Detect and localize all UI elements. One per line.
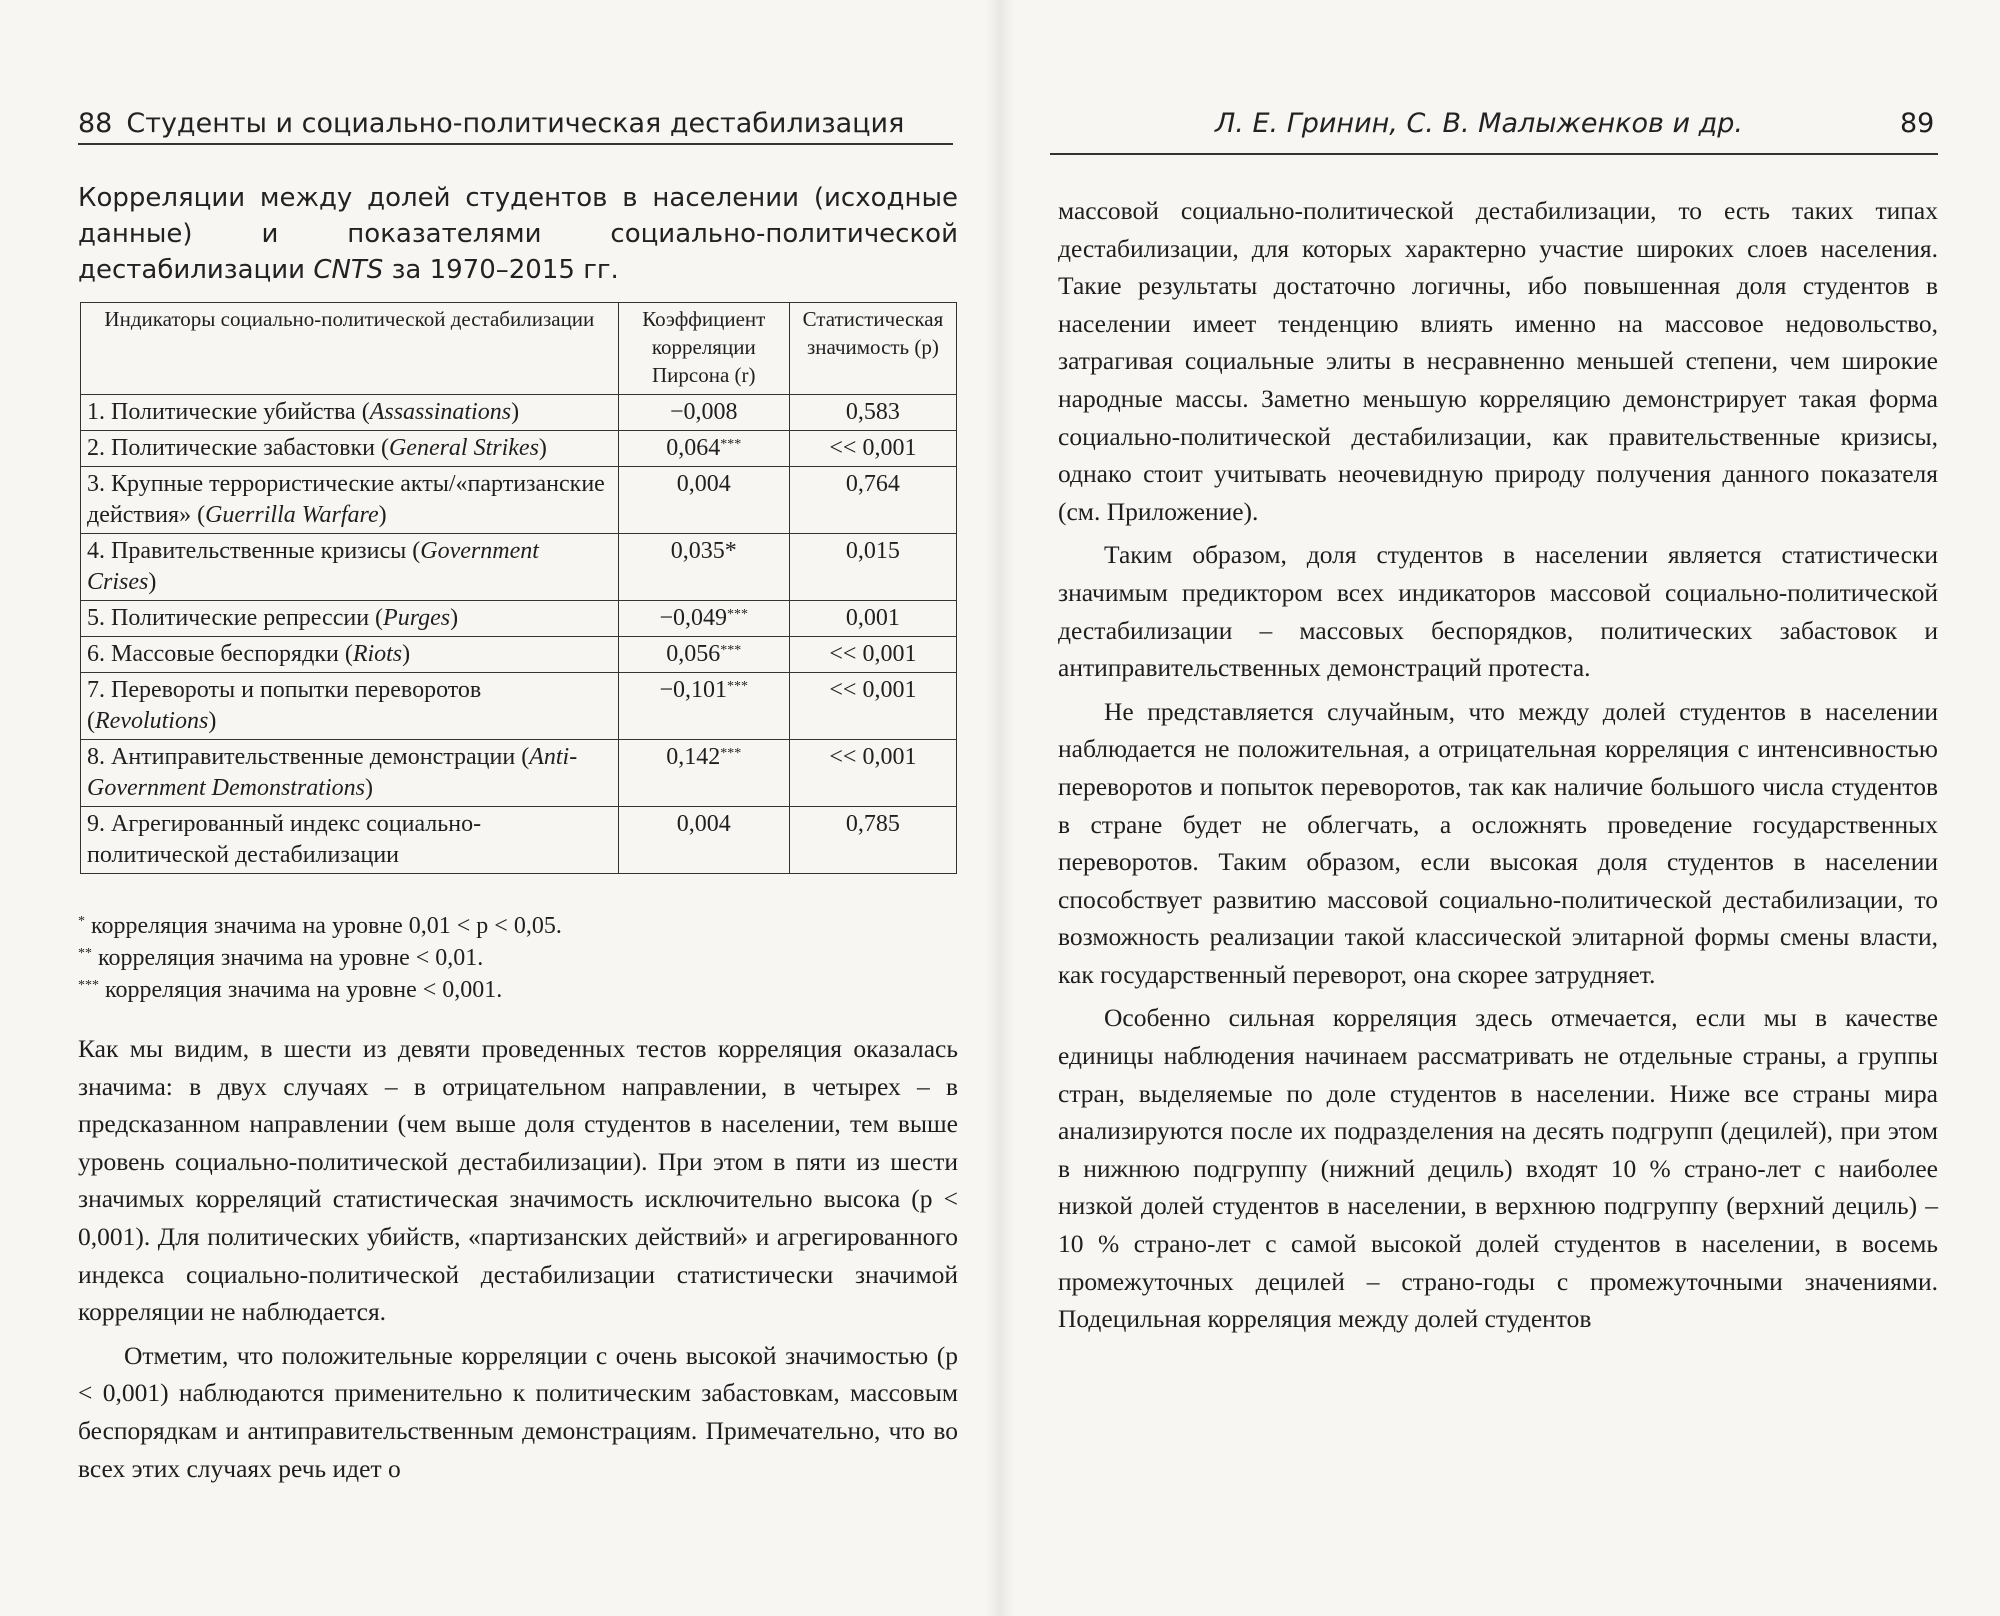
p-cell: 0,785 [789,807,956,874]
coef-cell: 0,004 [618,807,789,874]
coef-cell: −0,049*** [618,601,789,637]
coef-cell: 0,142*** [618,740,789,807]
p-cell: 0,764 [789,467,956,534]
table-row [81,467,957,534]
table-row [81,601,957,637]
p-cell: << 0,001 [789,740,956,807]
paragraph: Особенно сильная корреляция здесь отмечается, если мы в качестве единицы наблюдения начинаем рассматривать не отдельные страны, а группы стран, выделяемые по доле студентов в населении. Ниже все страны мира анализируются после их подразделения на десять подгрупп (децилей), при этом в нижнюю подгруппу (нижний дециль) входят 10 % страно-лет с наиболее низкой долей студентов в населении, в верхнюю подгруппу (верхний дециль) – 10 % страно-лет с самой высокой долей студентов в населении, в восемь промежуточных децилей – страно-годы с промежуточными значениями. Подецильная корреляция между долей студентов [1058,1003,1938,1334]
indicator-cell: 4. Правительственные кризисы (Government Crises) [81,534,619,601]
p-cell: << 0,001 [789,673,956,740]
caption-period: за 1970–2015 гг. [391,255,619,285]
footnote: ** корреляция значима на уровне < 0,01. [78,945,484,971]
table-row [81,740,957,807]
header-coefficient: Коэффициент корреляции Пирсона (r) [618,303,789,395]
table-header-row [81,303,957,395]
right-running-head: Л. Е. Гринин, С. В. Малыженков и др. [1215,108,1743,139]
correlation-table [80,302,957,874]
coef-cell: −0,008 [618,395,789,431]
p-cell: << 0,001 [789,431,956,467]
left-running-head [78,108,904,139]
right-page-number: 89 [1900,108,1935,139]
header-indicators: Индикаторы социально-политической дестабилизации [81,303,619,395]
footnote: * корреляция значима на уровне 0,01 < p < 0,05. [78,913,562,939]
indicator-cell: 2. Политические забастовки (General Strikes) [81,431,619,467]
indicator-cell: 7. Перевороты и попытки переворотов (Revolutions) [81,673,619,740]
right-header-rule [1050,153,1938,155]
left-page-number: 88 [78,108,113,139]
table-row [81,534,957,601]
indicator-cell: 5. Политические репрессии (Purges) [81,601,619,637]
coef-cell: 0,056*** [618,637,789,673]
paragraph: Отметим, что положительные корреляции с очень высокой значимостью (p < 0,001) наблюдаются применительно к политическим забастовкам, массовым беспорядкам и антиправительственным демонстрациям. Примечательно, что во всех этих случаях речь идет о [78,1340,958,1483]
coef-cell: 0,004 [618,467,789,534]
footnote: *** корреляция значима на уровне < 0,001. [78,977,503,1003]
caption-dataset: CNTS [313,255,384,285]
p-cell: 0,015 [789,534,956,601]
paragraph: Таким образом, доля студентов в населении является статистически значимым предиктором всех индикаторов массовой социально-политической дестабилизации – массовых беспорядков, политических забастовок и антиправительственных демонстраций протеста. [1058,540,1938,683]
table-row [81,431,957,467]
coef-cell: −0,101*** [618,673,789,740]
indicator-cell: 9. Агрегированный индекс социально-политической дестабилизации [81,807,619,874]
indicator-cell: 6. Массовые беспорядки (Riots) [81,637,619,673]
right-body-text [1058,192,1938,1338]
table-row [81,673,957,740]
left-running-title: Студенты и социально-политическая дестабилизация [126,108,905,139]
p-cell: 0,583 [789,395,956,431]
book-gutter [985,0,1015,1616]
coef-cell: 0,035* [618,534,789,601]
table-row [81,395,957,431]
p-cell: 0,001 [789,601,956,637]
caption-text: Корреляции между долей студентов в населении (исходные данные) и показателями социально-политической дестабилизации [78,183,958,285]
table-row [81,807,957,874]
left-header-rule [78,143,953,145]
header-significance: Статистическая значимость (p) [789,303,956,395]
coef-cell: 0,064*** [618,431,789,467]
p-cell: << 0,001 [789,637,956,673]
left-body-text [78,1030,958,1487]
paragraph: массовой социально-политической дестабилизации, то есть таких типах дестабилизации, для которых характерно участие широких слоев населения. Такие результаты достаточно логичны, ибо повышенная доля студентов в населении имеет тенденцию влиять именно на массовое недовольство, затрагивая социальные элиты в несравненно меньшей степени, чем широкие народные массы. Заметно меньшую корреляцию демонстрирует такая форма социально-политической дестабилизации, как правительственные кризисы, однако стоит учитывать неочевидную природу получения данного показателя (см. Приложение). [1058,196,1938,526]
paragraph: Не представляется случайным, что между долей студентов в населении наблюдается не положительная, а отрицательная корреляция с интенсивностью переворотов и попыток переворотов, так как наличие большого числа студентов в стране будет не облегчать, а осложнять проведение государственных переворотов. Таким образом, если высокая доля студентов в населении способствует развитию массовой социально-политической дестабилизации, то возможность реализации такой классической элитарной формы смены власти, как государственный переворот, она скорее затрудняет. [1058,696,1938,989]
indicator-cell: 3. Крупные террористические акты/«партизанские действия» (Guerrilla Warfare) [81,467,619,534]
indicator-cell: 8. Антиправительственные демонстрации (Anti-Government Demonstrations) [81,740,619,807]
table-footnotes [78,910,562,1006]
indicator-cell: 1. Политические убийства (Assassinations) [81,395,619,431]
paragraph: Как мы видим, в шести из девяти проведенных тестов корреляция оказалась значима: в двух случаях – в отрицательном направлении, в четырех – в предсказанном направлении (чем выше доля студентов в населении, тем выше уровень социально-политической дестабилизации). При этом в пяти из шести значимых корреляций статистическая значимость исключительно высока (p < 0,001). Для политических убийств, «партизанских действий» и агрегированного индекса социально-политической дестабилизации статистически значимой корреляции не наблюдается. [78,1034,958,1327]
table-caption [78,180,958,288]
table-row [81,637,957,673]
